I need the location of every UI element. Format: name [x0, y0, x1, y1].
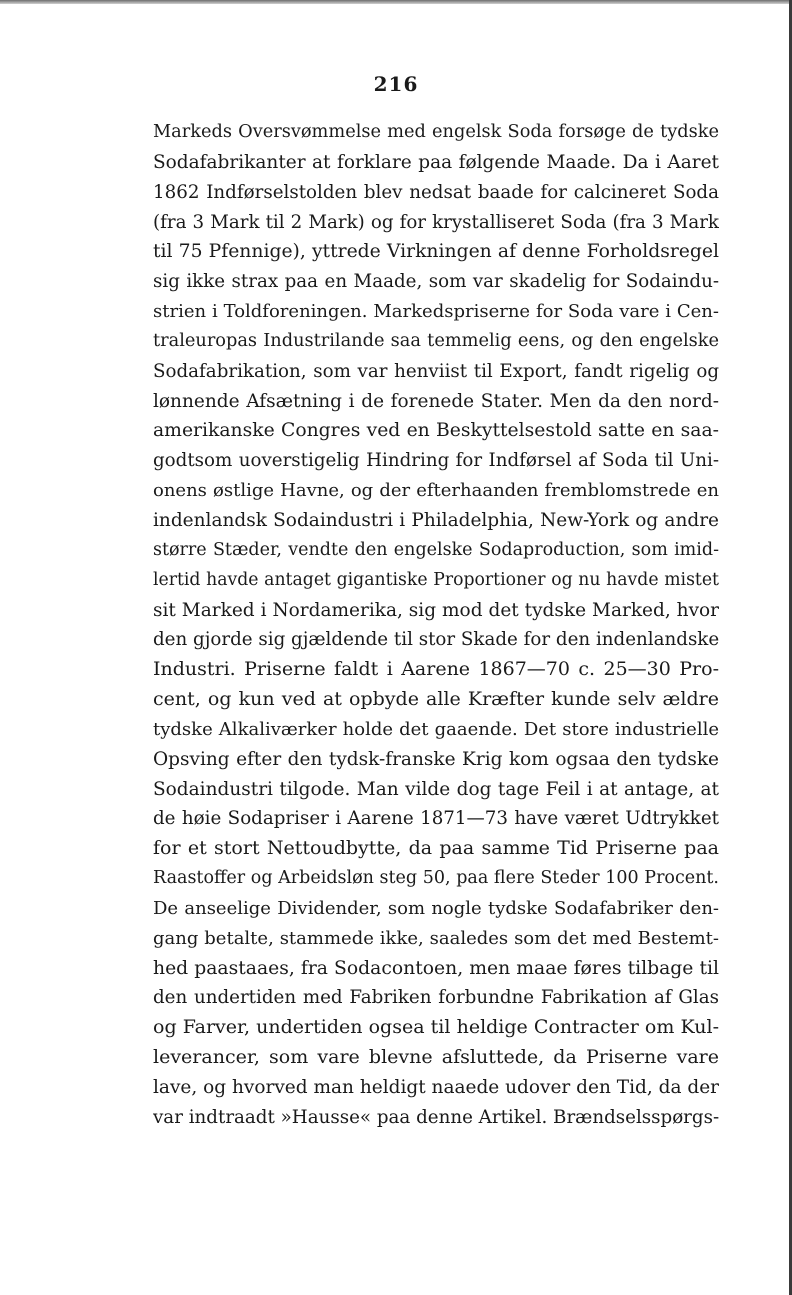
- page-number: 216: [373, 72, 419, 96]
- text-line: lave, og hvorved man heldigt naaede udover den Tid, da der: [153, 1077, 719, 1098]
- text-line: Markeds Oversvømmelse med engelsk Soda forsøge de tydske: [153, 122, 719, 142]
- text-line: Sodaindustri tilgode. Man vilde dog tage Feil i at antage, at: [153, 778, 719, 800]
- text-line: Raastoffer og Arbeidsløn steg 50, paa flere Steder 100 Procent.: [153, 868, 719, 889]
- text-line: gang betalte, stammede ikke, saaledes som det med Bestemt-: [153, 927, 719, 949]
- text-line: sig ikke strax paa en Maade, som var skadelig for Sodaindu-: [153, 271, 719, 293]
- text-line: De anseelige Dividender, som nogle tydske Sodafabriker den-: [153, 897, 719, 919]
- text-line: amerikanske Congres ved en Beskyttelsestold satte en saa-: [153, 420, 719, 442]
- text-line: (fra 3 Mark til 2 Mark) og for krystalliseret Soda (fra 3 Mark: [153, 211, 719, 233]
- body-text: [153, 118, 719, 1133]
- text-line: til 75 Pfennige), yttrede Virkningen af denne Forholdsregel: [153, 241, 719, 263]
- text-line: større Stæder, vendte den engelske Sodaproduction, som imid-: [153, 539, 719, 560]
- text-line: for et stort Nettoudbytte, da paa samme Tid Priserne paa: [153, 837, 719, 860]
- text-line: og Farver, undertiden ogsea til heldige Contracter om Kul-: [153, 1016, 719, 1039]
- text-line: Opsving efter den tydsk-franske Krig kom ogsaa den tydske: [153, 748, 719, 770]
- text-line: de høie Sodapriser i Aarene 1871—73 have været Udtrykket: [153, 808, 719, 830]
- text-line: 1862 Indførselstolden blev nedsat baade for calcineret Soda: [153, 181, 719, 203]
- text-line: hed paastaaes, fra Sodacontoen, men maae føres tilbage til: [153, 957, 719, 979]
- text-line: strien i Toldforeningen. Markedspriserne for Soda vare i Cen-: [153, 301, 719, 323]
- text-line: lertid havde antaget gigantiske Proportioner og nu havde mistet: [153, 569, 719, 590]
- text-line: var indtraadt »Hausse« paa denne Artikel. Brændselsspørgs-: [153, 1106, 719, 1128]
- text-line: traleuropas Industrilande saa temmelig eens, og den engelske: [153, 330, 719, 351]
- text-line: leverancer, som vare blevne afsluttede, da Priserne vare: [153, 1046, 719, 1069]
- text-line: cent, og kun ved at opbyde alle Kræfter kunde selv ældre: [153, 688, 719, 711]
- text-line: godtsom uoverstigelig Hindring for Indførsel af Soda til Uni-: [153, 450, 719, 472]
- text-line: Industri. Priserne faldt i Aarene 1867—70 c. 25—30 Pro-: [153, 658, 719, 681]
- text-line: den undertiden med Fabriken forbundne Fabrikation af Glas: [153, 987, 719, 1009]
- text-line: indenlandsk Sodaindustri i Philadelphia, New-York og andre: [153, 509, 719, 531]
- text-line: lønnende Afsætning i de forenede Stater. Men da den nord-: [153, 390, 719, 412]
- text-line: onens østlige Havne, og der efterhaanden fremblomstrede en: [153, 480, 719, 502]
- text-line: tydske Alkaliværker holde det gaaende. Det store industrielle: [153, 718, 719, 740]
- text-line: Sodafabrikation, som var henviist til Export, fandt rigelig og: [153, 360, 719, 382]
- text-line: sit Marked i Nordamerika, sig mod det tydske Marked, hvor: [153, 599, 719, 621]
- text-line: den gjorde sig gjældende til stor Skade for den indenlandske: [153, 629, 719, 651]
- text-line: Sodafabrikanter at forklare paa følgende Maade. Da i Aaret: [153, 151, 719, 173]
